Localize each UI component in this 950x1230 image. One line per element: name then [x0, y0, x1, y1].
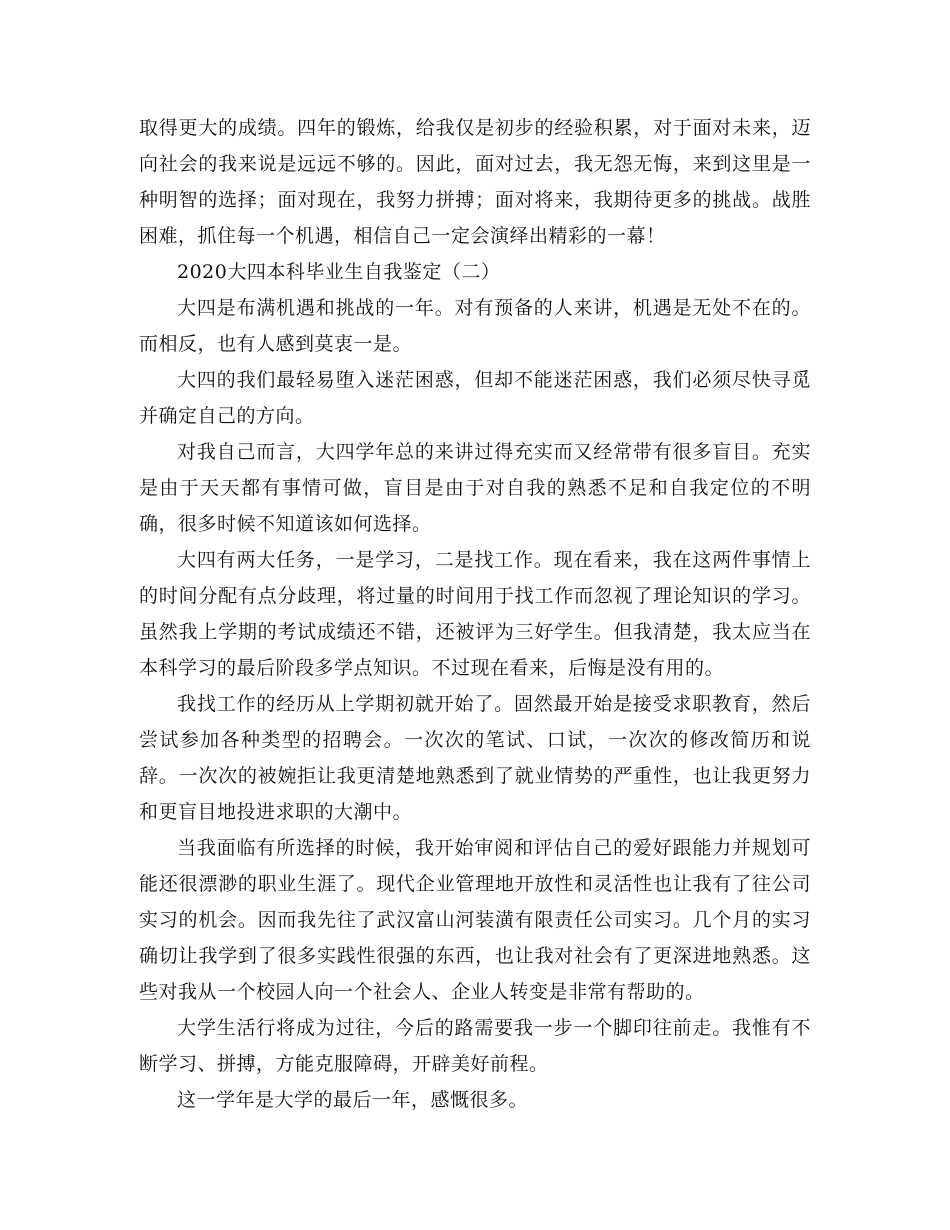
paragraph: 我找工作的经历从上学期初就开始了。固然最开始是接受求职教育，然后尝试参加各种类型的招聘会。一次次的笔试、口试，一次次的修改简历和说辞。一次次的被婉拒让我更清楚地熟悉到了就业情势的严重性，也让我更努力和更盲目地投进求职的大潮中。	[139, 693, 811, 823]
paragraph: 大学生活行将成为过往，今后的路需要我一步一个脚印往前走。我惟有不断学习、拼搏，方能克服障碍，开辟美好前程。	[139, 1017, 811, 1075]
paragraph: 当我面临有所选择的时候，我开始审阅和评估自己的爱好跟能力并规划可能还很漂渺的职业生涯了。现代企业管理地开放性和灵活性也让我有了往公司实习的机会。因而我先往了武汉富山河装潢有限责任公司实习。几个月的实习确切让我学到了很多实践性很强的东西，也让我对社会有了更深进地熟悉。这些对我从一个校园人向一个社会人、企业人转变是非常有帮助的。	[139, 837, 811, 1003]
paragraph: 大四是布满机遇和挑战的一年。对有预备的人来讲，机遇是无处不在的。而相反，也有人感到莫衷一是。	[139, 297, 811, 355]
paragraph: 对我自己而言，大四学年总的来讲过得充实而又经常带有很多盲目。充实是由于天天都有事情可做，盲目是由于对自我的熟悉不足和自我定位的不明确，很多时候不知道该如何选择。	[139, 441, 811, 535]
paragraph: 大四有两大任务，一是学习，二是找工作。现在看来，我在这两件事情上的时间分配有点分歧理，将过量的时间用于找工作而忽视了理论知识的学习。虽然我上学期的考试成绩还不错，还被评为三好学生。但我清楚，我太应当在本科学习的最后阶段多学点知识。不过现在看来，后悔是没有用的。	[139, 549, 811, 679]
document-body	[139, 110, 811, 1118]
paragraph: 大四的我们最轻易堕入迷茫困惑，但却不能迷茫困惑，我们必须尽快寻觅并确定自己的方向。	[139, 369, 811, 427]
paragraph: 这一学年是大学的最后一年，感慨很多。	[177, 1089, 529, 1111]
section-heading: 2020大四本科毕业生自我鉴定（二）	[177, 261, 501, 283]
paragraph-continuation: 取得更大的成绩。四年的锻炼，给我仅是初步的经验积累，对于面对未来，迈向社会的我来说是远远不够的。因此，面对过去，我无怨无悔，来到这里是一种明智的选择；面对现在，我努力拼搏；面对将来，我期待更多的挑战。战胜困难，抓住每一个机遇，相信自己一定会演绎出精彩的一幕！	[139, 117, 811, 247]
